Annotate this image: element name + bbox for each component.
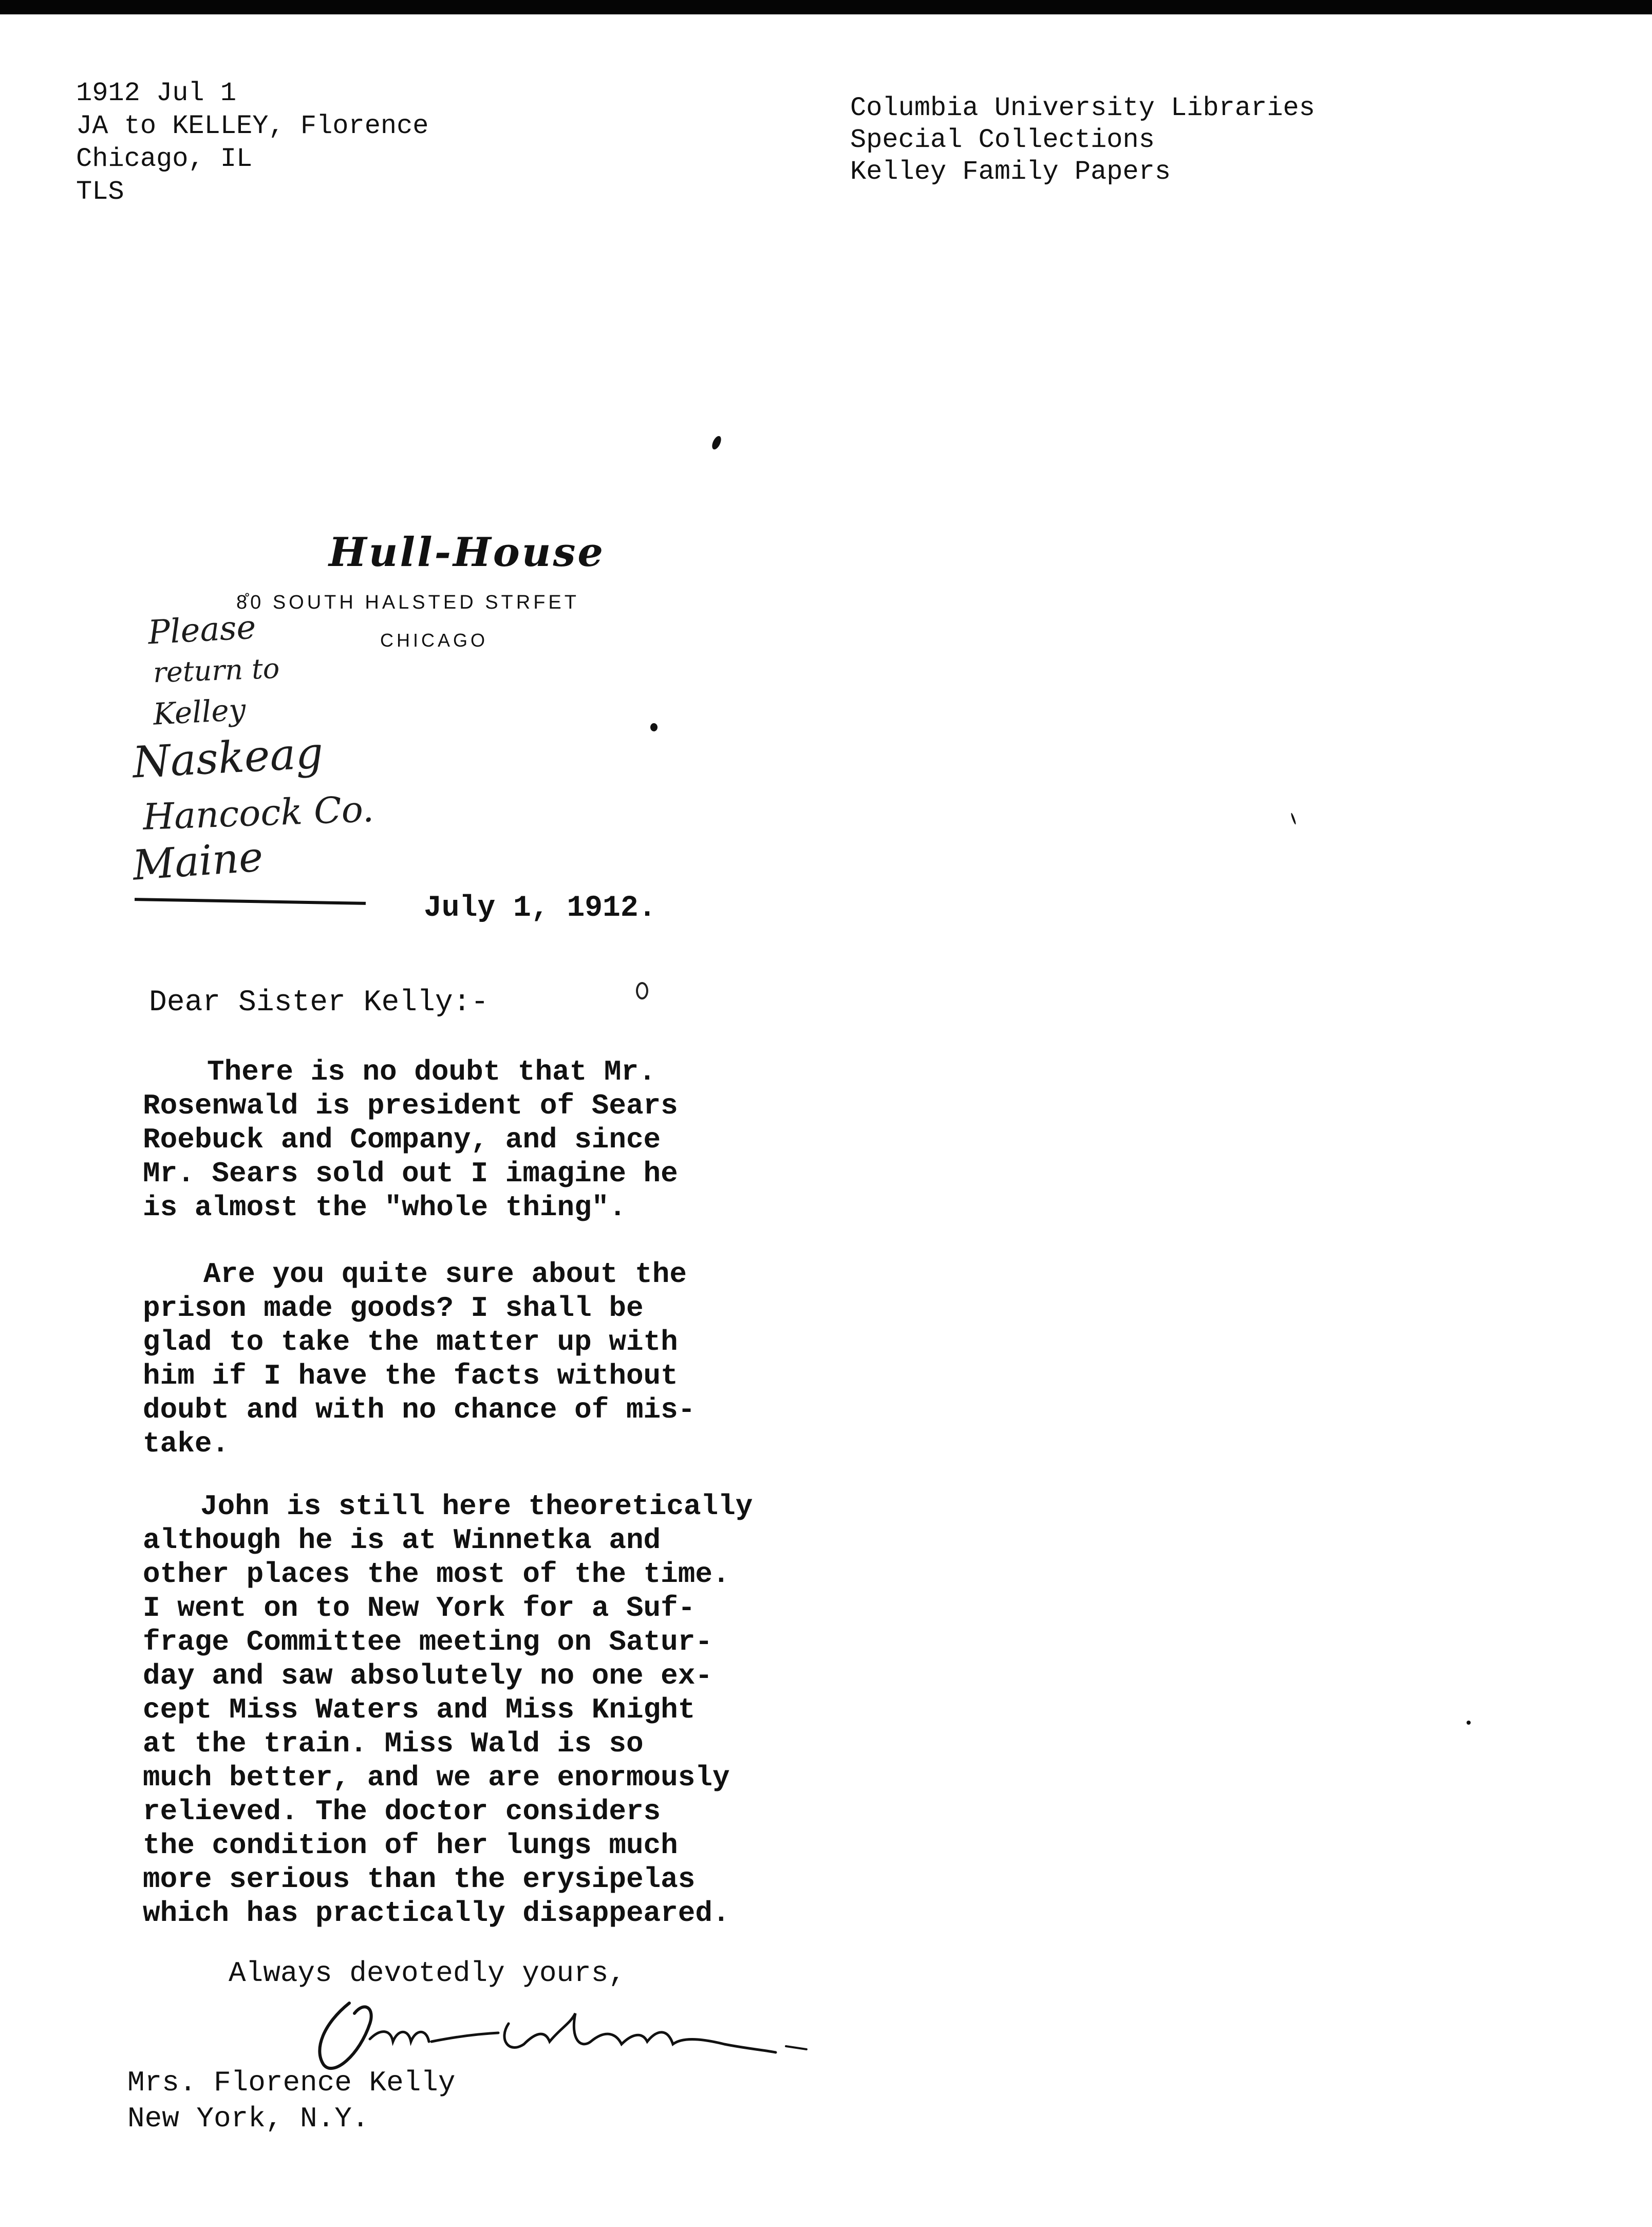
text-line: prison made goods? I shall be bbox=[143, 1292, 644, 1325]
letter-date: July 1, 1912. bbox=[424, 892, 656, 925]
recipient-address bbox=[127, 2065, 456, 2137]
text-line: which has practically disappeared. bbox=[143, 1897, 730, 1930]
text-line: other places the most of the time. bbox=[143, 1558, 730, 1591]
text-line: frage Committee meeting on Satur- bbox=[143, 1626, 712, 1658]
archive-place: Chicago, IL bbox=[76, 144, 253, 174]
handwritten-line: Naskeag bbox=[131, 727, 325, 788]
ink-speck bbox=[1290, 813, 1297, 825]
text-line: day and saw absolutely no one ex- bbox=[143, 1659, 712, 1692]
archive-metadata bbox=[76, 77, 429, 209]
handwritten-line: return to bbox=[152, 652, 280, 689]
text-line: I went on to New York for a Suf- bbox=[143, 1592, 696, 1625]
text-line: There is no doubt that Mr. bbox=[207, 1055, 656, 1088]
salutation: Dear Sister Kelly:- bbox=[149, 986, 489, 1020]
text-line: Are you quite sure about the bbox=[203, 1258, 687, 1291]
closing: Always devotedly yours, bbox=[229, 1957, 626, 1990]
text-line: him if I have the facts without bbox=[143, 1360, 678, 1392]
handwritten-line: Maine bbox=[131, 833, 265, 890]
handwritten-line: Hancock Co. bbox=[142, 788, 375, 838]
archive-source bbox=[850, 92, 1315, 188]
text-line: take. bbox=[143, 1427, 230, 1460]
text-line: relieved. The doctor considers bbox=[143, 1795, 661, 1828]
text-line: at the train. Miss Wald is so bbox=[143, 1727, 644, 1760]
text-line: more serious than the erysipelas bbox=[143, 1863, 696, 1896]
text-line: although he is at Winnetka and bbox=[143, 1524, 661, 1557]
ink-speck bbox=[650, 723, 658, 731]
text-line: cept Miss Waters and Miss Knight bbox=[143, 1693, 696, 1726]
archive-correspondents: JA to KELLEY, Florence bbox=[76, 111, 429, 141]
text-line: glad to take the matter up with bbox=[143, 1326, 678, 1358]
archive-document-type: TLS bbox=[76, 177, 124, 207]
papers-name: Kelley Family Papers bbox=[850, 157, 1171, 187]
text-line: Roebuck and Company, and since bbox=[143, 1123, 661, 1156]
scan-border bbox=[0, 0, 1652, 14]
recipient-name: Mrs. Florence Kelly bbox=[127, 2066, 456, 2099]
letterhead-city: CHICAGO bbox=[380, 630, 489, 651]
recipient-city: New York, N.Y. bbox=[127, 2102, 369, 2135]
handwritten-line: Kelley bbox=[152, 692, 247, 732]
ink-speck bbox=[710, 435, 723, 450]
archive-date: 1912 Jul 1 bbox=[76, 78, 237, 108]
text-line: much better, and we are enormously bbox=[143, 1761, 730, 1794]
ink-speck bbox=[1467, 1721, 1471, 1725]
letterhead-name: Hull-House bbox=[329, 529, 606, 576]
handwritten-line: Please bbox=[147, 608, 257, 652]
ink-speck bbox=[636, 982, 648, 999]
text-line: Rosenwald is president of Sears bbox=[143, 1089, 678, 1122]
handwritten-note bbox=[131, 608, 379, 919]
library-name: Columbia University Libraries bbox=[850, 93, 1315, 123]
paragraph-3 bbox=[143, 1489, 753, 1930]
text-line: the condition of her lungs much bbox=[143, 1829, 678, 1862]
letterhead-street: 8̊0 SOUTH HALSTED STRFET bbox=[236, 592, 579, 613]
paragraph-2 bbox=[143, 1257, 695, 1461]
text-line: is almost the "whole thing". bbox=[143, 1191, 626, 1224]
paragraph-1 bbox=[143, 1055, 678, 1224]
text-line: John is still here theoretically bbox=[200, 1490, 753, 1523]
text-line: doubt and with no chance of mis- bbox=[143, 1393, 696, 1426]
collection-name: Special Collections bbox=[850, 125, 1155, 155]
text-line: Mr. Sears sold out I imagine he bbox=[143, 1157, 678, 1190]
